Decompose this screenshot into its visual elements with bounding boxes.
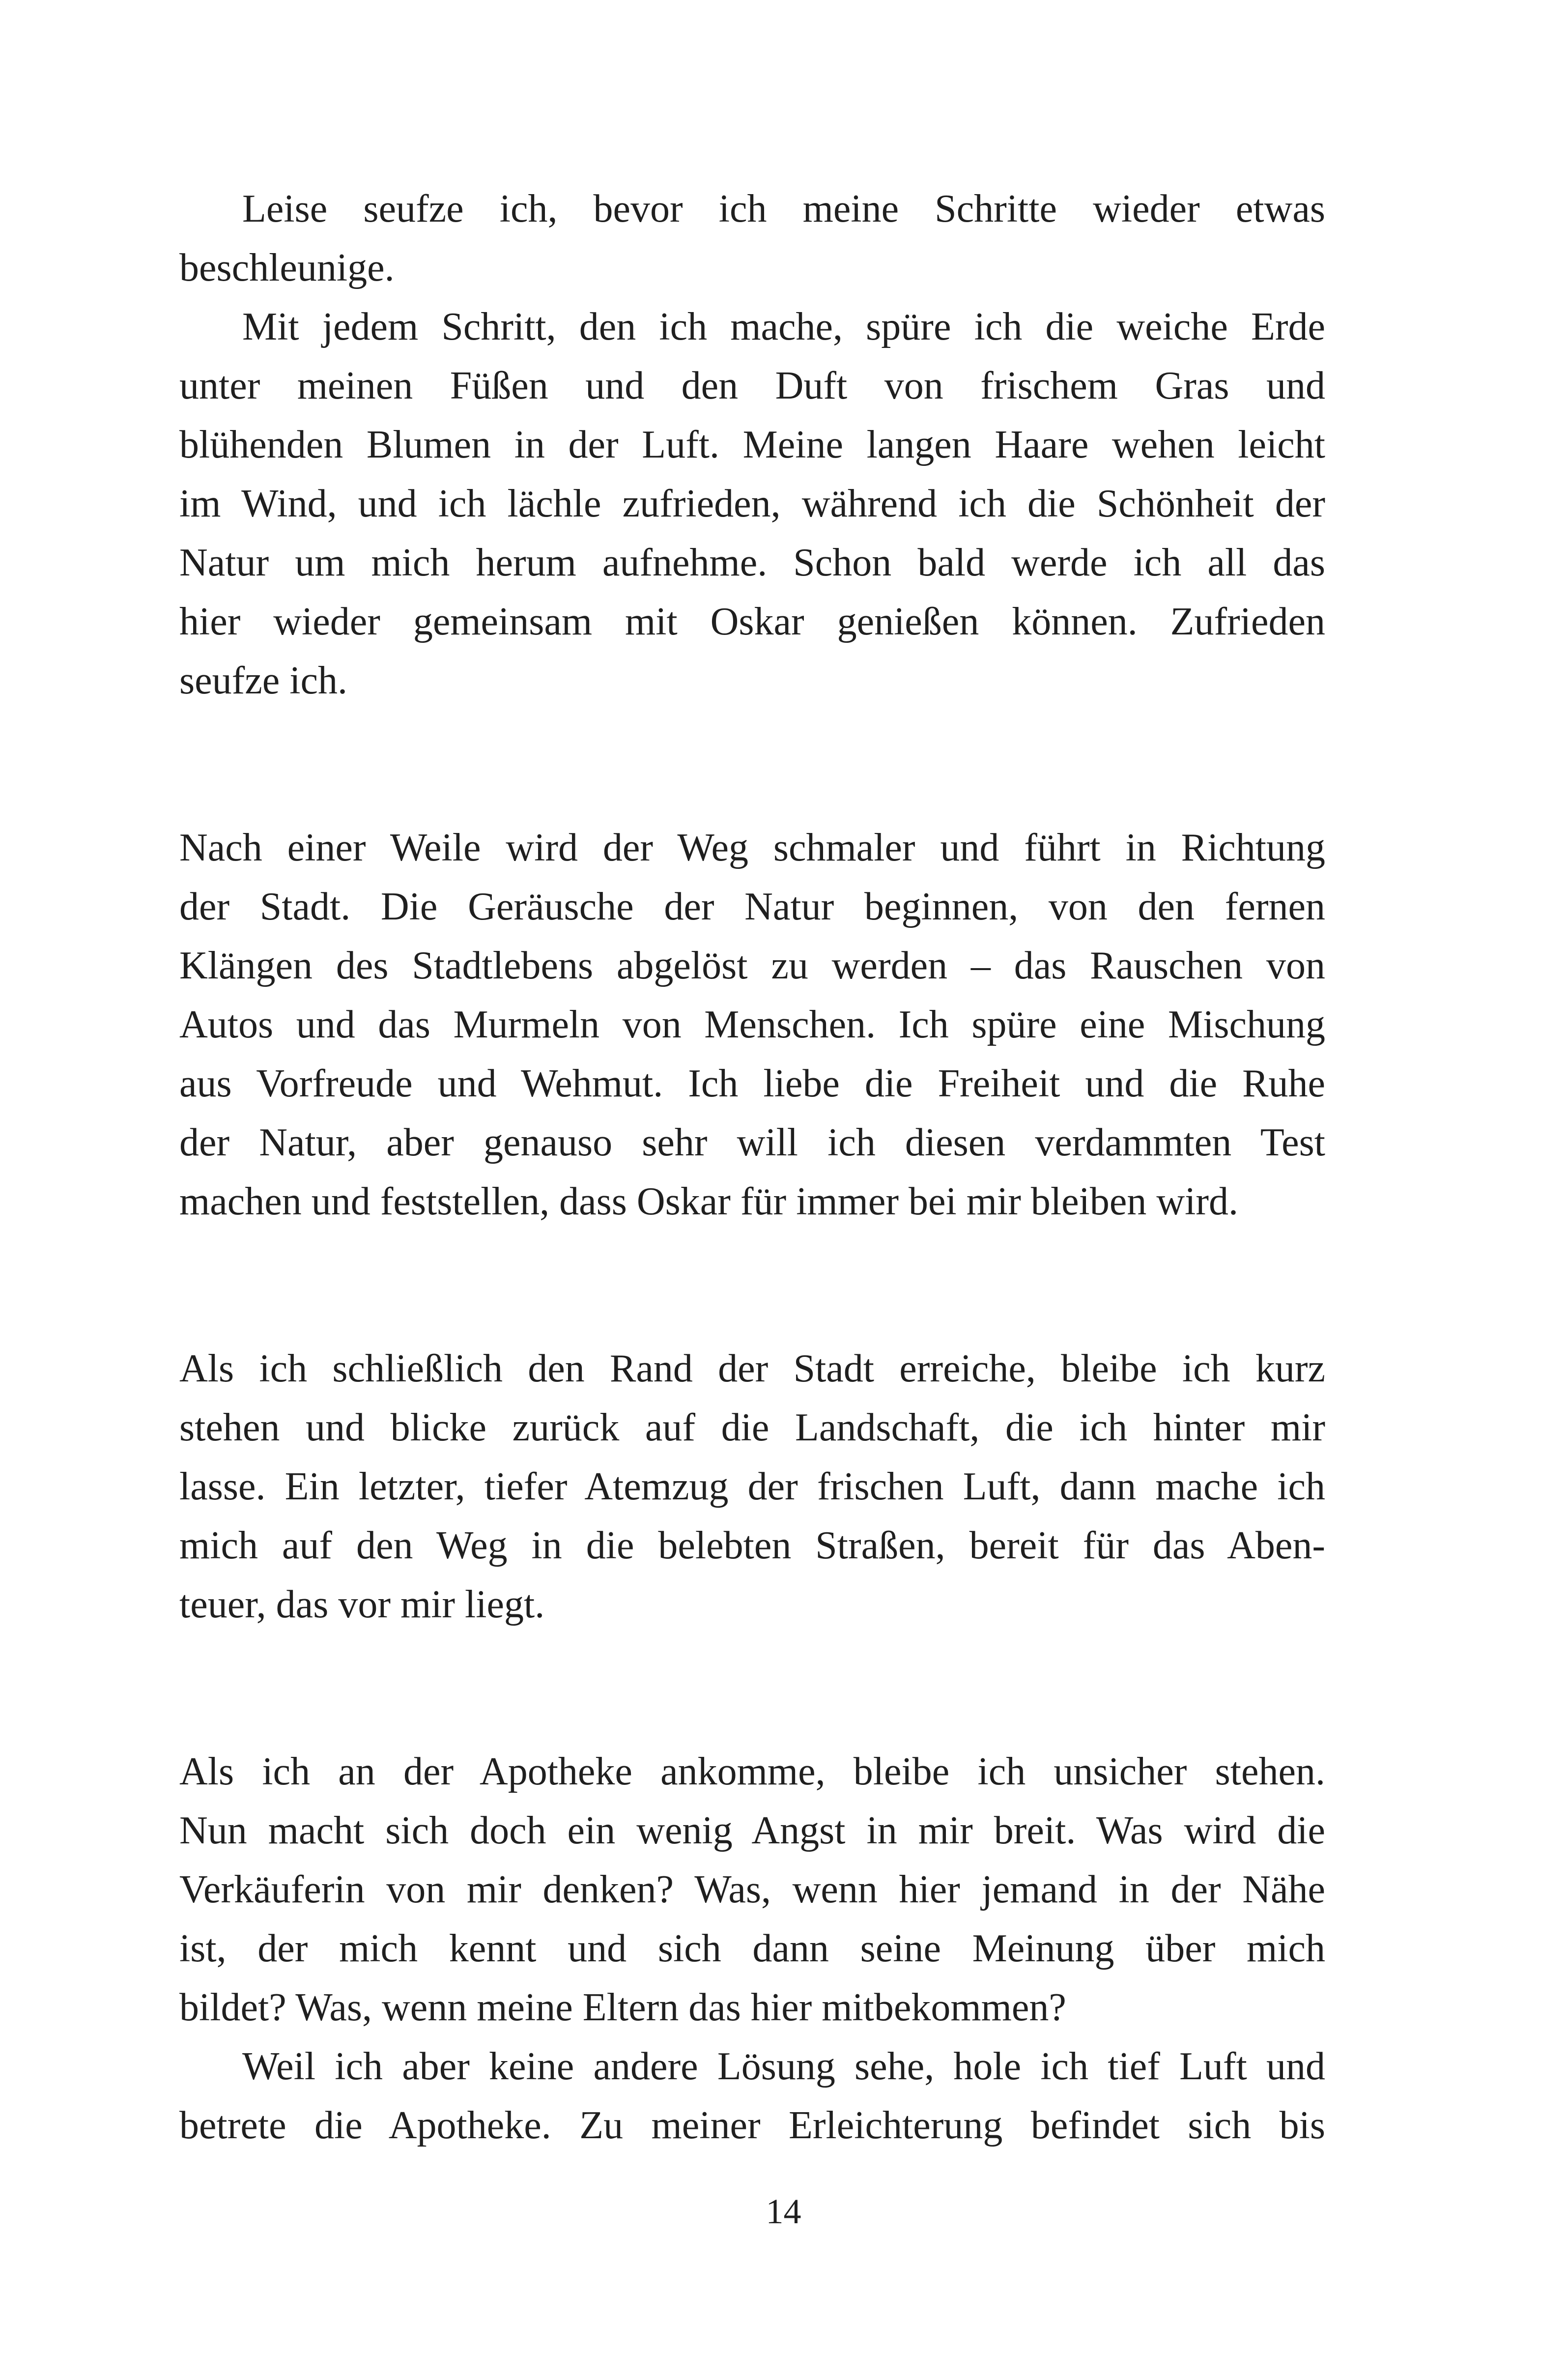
paragraph-3-line-6: der Natur, aber genauso sehr will ich diesen verdammten Test [179, 1121, 1325, 1164]
paragraph-2-line-2: unter meinen Füßen und den Duft von frischem Gras und [179, 364, 1325, 407]
paragraph-2-line-7: seufze ich. [179, 659, 348, 702]
paragraph-3-line-5: aus Vorfreude und Wehmut. Ich liebe die Freiheit und die Ruhe [179, 1062, 1325, 1105]
paragraph-2-line-1: Mit jedem Schritt, den ich mache, spüre ich die weiche Erde [242, 305, 1325, 348]
paragraph-2-line-6: hier wieder gemeinsam mit Oskar genießen können. Zufrieden [179, 600, 1325, 643]
paragraph-6-line-1: Weil ich aber keine andere Lösung sehe, hole ich tief Luft und [242, 2045, 1325, 2088]
paragraph-1-line-2: beschleunige. [179, 246, 395, 289]
paragraph-4-line-2: stehen und blicke zurück auf die Landschaft, die ich hinter mir [179, 1406, 1325, 1449]
paragraph-5-line-3: Verkäuferin von mir denken? Was, wenn hier jemand in der Nähe [179, 1868, 1325, 1911]
paragraph-2-line-4: im Wind, und ich lächle zufrieden, während ich die Schönheit der [179, 482, 1325, 525]
page-number: 14 [766, 2192, 801, 2231]
paragraph-5-line-5: bildet? Was, wenn meine Eltern das hier mitbekommen? [179, 1986, 1066, 2029]
paragraph-4-line-5: teuer, das vor mir liegt. [179, 1583, 545, 1626]
paragraph-6-line-2: betrete die Apotheke. Zu meiner Erleichterung befindet sich bis [179, 2104, 1325, 2147]
paragraph-2-line-3: blühenden Blumen in der Luft. Meine langen Haare wehen leicht [179, 423, 1325, 466]
paragraph-5-line-4: ist, der mich kennt und sich dann seine Meinung über mich [179, 1927, 1325, 1970]
paragraph-4-line-4: mich auf den Weg in die belebten Straßen, bereit für das Aben- [179, 1524, 1325, 1567]
paragraph-5-line-1: Als ich an der Apotheke ankomme, bleibe ich unsicher stehen. [179, 1750, 1325, 1793]
paragraph-3-line-1: Nach einer Weile wird der Weg schmaler und führt in Richtung [179, 826, 1325, 869]
paragraph-4-line-3: lasse. Ein letzter, tiefer Atemzug der frischen Luft, dann mache ich [179, 1465, 1325, 1508]
paragraph-3-line-2: der Stadt. Die Geräusche der Natur beginnen, von den fernen [179, 885, 1325, 928]
paragraph-1-line-1: Leise seufze ich, bevor ich meine Schritte wieder etwas [242, 187, 1325, 230]
paragraph-3-line-4: Autos und das Murmeln von Menschen. Ich spüre eine Mischung [179, 1003, 1325, 1046]
paragraph-3-line-7: machen und feststellen, dass Oskar für immer bei mir bleiben wird. [179, 1180, 1238, 1223]
paragraph-4-line-1: Als ich schließlich den Rand der Stadt erreiche, bleibe ich kurz [179, 1347, 1325, 1390]
paragraph-5-line-2: Nun macht sich doch ein wenig Angst in mir breit. Was wird die [179, 1809, 1325, 1852]
paragraph-3-line-3: Klängen des Stadtlebens abgelöst zu werden – das Rauschen von [179, 944, 1325, 987]
paragraph-2-line-5: Natur um mich herum aufnehme. Schon bald werde ich all das [179, 541, 1325, 584]
